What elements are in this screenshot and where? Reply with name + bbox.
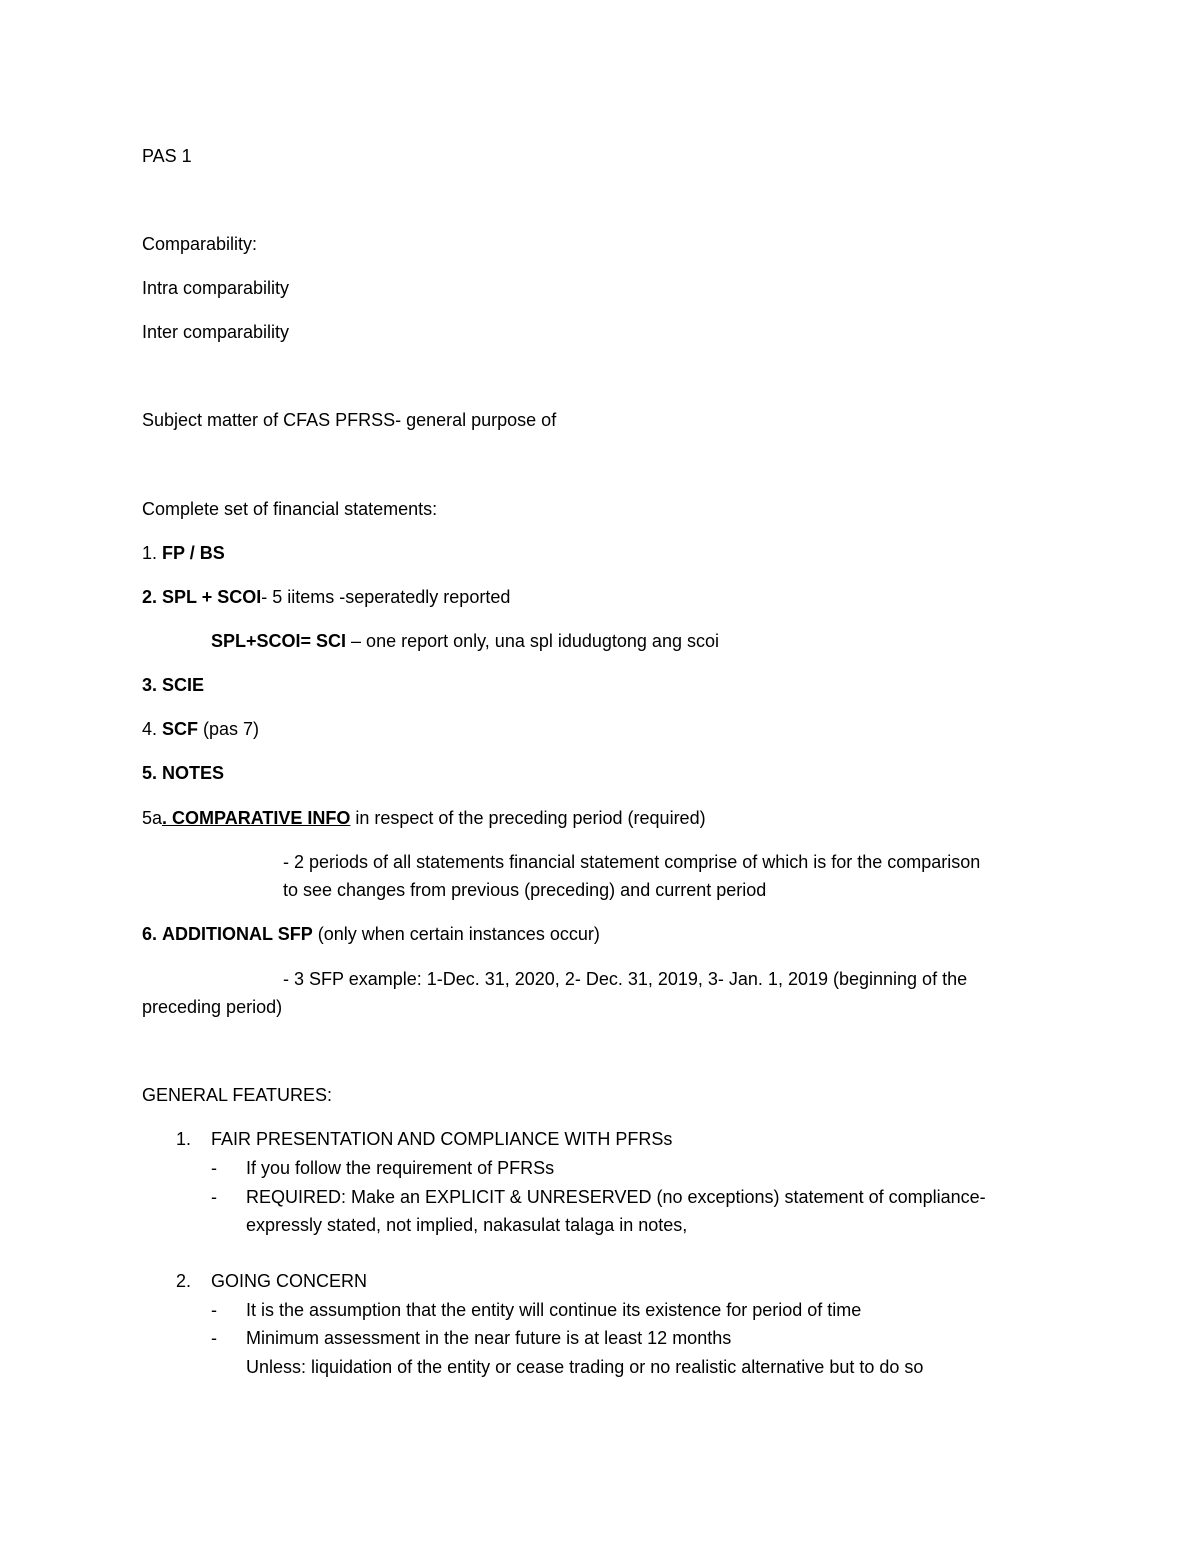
fs-item-description: - 5 iitems -seperatedly reported bbox=[261, 587, 511, 607]
doc-title: PAS 1 bbox=[142, 146, 192, 166]
fs-item-description: (only when certain instances occur) bbox=[312, 924, 600, 944]
fs-item-5 bbox=[142, 759, 224, 787]
feature-bullet: Minimum assessment in the near future is at least 12 months bbox=[246, 1328, 732, 1348]
fs-item-number: 2. bbox=[142, 587, 158, 607]
fs-item-number: 4. bbox=[142, 719, 158, 739]
fs-subitem-description: – one report only, una spl idudugtong ang scoi bbox=[346, 631, 719, 651]
fs-item-label: SCIE bbox=[162, 675, 205, 695]
comparability-item: Intra comparability bbox=[142, 278, 290, 298]
feature-bullet: If you follow the requirement of PFRSs bbox=[246, 1158, 555, 1178]
fs-item-label: NOTES bbox=[162, 763, 225, 783]
feature-title: FAIR PRESENTATION AND COMPLIANCE WITH PFRSs bbox=[211, 1129, 673, 1149]
fs-item-description: (pas 7) bbox=[198, 719, 260, 739]
fs-item-6-note-continued: preceding period) bbox=[142, 997, 283, 1017]
bullet-dash: - bbox=[211, 1158, 217, 1178]
feature-bullet-continuation: Unless: liquidation of the entity or cease trading or no realistic alternative but to do so bbox=[246, 1357, 924, 1377]
fs-item-label: SPL + SCOI bbox=[162, 587, 262, 607]
feature-number: 2. bbox=[176, 1271, 192, 1291]
fs-item-label: ADDITIONAL SFP bbox=[162, 924, 313, 944]
fs-subitem-label: SPL+SCOI= SCI bbox=[211, 631, 347, 651]
complete-set-heading: Complete set of financial statements: bbox=[142, 499, 438, 519]
bullet-dash: - bbox=[211, 1300, 217, 1320]
fs-item-label: FP / BS bbox=[162, 543, 225, 563]
feature-title: GOING CONCERN bbox=[211, 1271, 368, 1291]
comparability-item: Inter comparability bbox=[142, 322, 290, 342]
general-features-heading: GENERAL FEATURES: bbox=[142, 1085, 333, 1105]
bullet-dash: - bbox=[211, 1187, 217, 1207]
fs-item-4 bbox=[142, 715, 259, 743]
bullet-dash: - bbox=[211, 1328, 217, 1348]
comparability-heading: Comparability: bbox=[142, 234, 258, 254]
fs-item-number: 1. bbox=[142, 543, 158, 563]
fs-item-1 bbox=[142, 539, 225, 567]
fs-item-description: in respect of the preceding period (required) bbox=[350, 808, 706, 828]
fs-item-5a bbox=[142, 804, 706, 832]
fs-item-6 bbox=[142, 920, 600, 948]
fs-item-number: 3. bbox=[142, 675, 158, 695]
fs-item-2-sub bbox=[211, 627, 719, 655]
feature-bullet: REQUIRED: Make an EXPLICIT & UNRESERVED (no exceptions) statement of compliance- expressly stated, not implied, nakasulat talaga in notes, bbox=[246, 1187, 986, 1235]
fs-item-number: 5a bbox=[142, 808, 163, 828]
fs-item-label: . COMPARATIVE INFO bbox=[162, 808, 351, 828]
feature-bullet: It is the assumption that the entity will continue its existence for period of time bbox=[246, 1300, 862, 1320]
subject-matter-line: Subject matter of CFAS PFRSS- general purpose of bbox=[142, 410, 557, 430]
fs-item-3 bbox=[142, 671, 204, 699]
fs-item-label: SCF bbox=[162, 719, 199, 739]
fs-item-6-note: - 3 SFP example: 1-Dec. 31, 2020, 2- Dec. 31, 2019, 3- Jan. 1, 2019 (beginning of the bbox=[283, 969, 968, 989]
feature-number: 1. bbox=[176, 1129, 192, 1149]
fs-item-5a-note: - 2 periods of all statements financial statement comprise of which is for the comparison to see changes from previous (preceding) and current period bbox=[283, 852, 981, 900]
fs-item-2 bbox=[142, 583, 510, 611]
fs-item-number: 6. bbox=[142, 924, 158, 944]
fs-item-number: 5. bbox=[142, 763, 158, 783]
